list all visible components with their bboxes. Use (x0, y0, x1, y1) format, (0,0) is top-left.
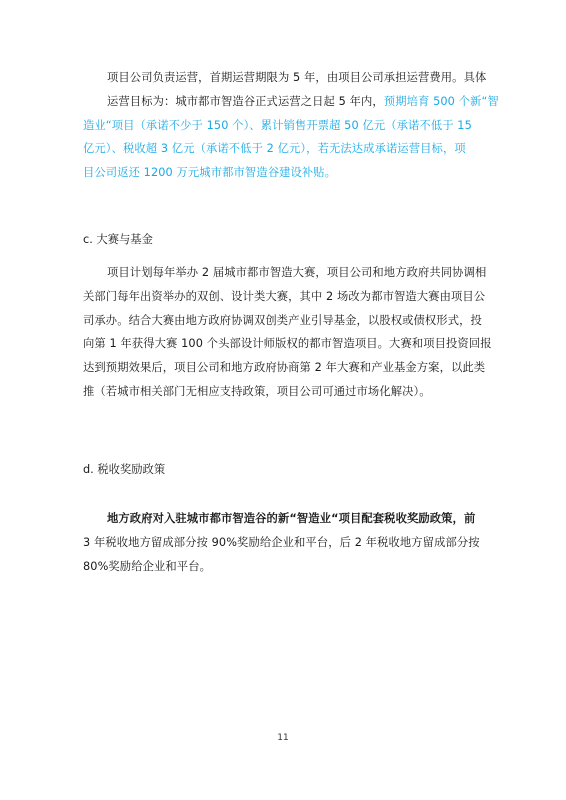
competition-line: 关部门每年出资举办的双创、设计类大赛，其中 2 场改为都市智造大赛由项目公 (83, 289, 486, 303)
tax-line-2: 3 年税收地方留成部分按 90%奖励给企业和平台，后 2 年税收地方留成部分按 (83, 535, 480, 549)
operation-target-highlight: 预期培育 500 个新“智 (383, 94, 499, 108)
competition-line: 达到预期效果后，项目公司和地方政府协商第 2 年大赛和产业基金方案，以此类 (83, 361, 486, 375)
tax-line-1: 地方政府对入驻城市都市智造谷的新“智造业“项目配套税收奖励政策，前 (107, 512, 476, 525)
operation-line-5: 目公司返还 1200 万元城市都市智造谷建设补贴。 (83, 166, 337, 180)
section-heading-tax: d. 税收奖励政策 (83, 463, 166, 476)
operation-paragraph (83, 66, 523, 185)
operation-line-3: 造业“项目（承诺不少于 150 个）、累计销售开票超 50 亿元（承诺不低于 15 (83, 118, 472, 132)
page-number: 11 (277, 733, 289, 743)
operation-line-2-prefix: 运营目标为：城市都市智造谷正式运营之日起 5 年内， (107, 94, 384, 108)
competition-line: 项目计划每年举办 2 届城市都市智造大赛，项目公司和地方政府共同协调相 (107, 266, 487, 279)
competition-line: 司承办。结合大赛由地方政府协调双创类产业引导基金，以股权或债权形式，投 (83, 313, 482, 327)
competition-line: 推（若城市相关部门无相应支持政策，项目公司可通过市场化解决）。 (83, 384, 431, 398)
operation-line-1: 项目公司负责运营，首期运营期限为 5 年，由项目公司承担运营费用。具体 (107, 71, 487, 84)
operation-line-4: 亿元）、税收超 3 亿元（承诺不低于 2 亿元），若无法达成承诺运营目标，项 (83, 142, 466, 156)
section-heading-competition: c. 大赛与基金 (83, 233, 153, 246)
competition-paragraph (83, 261, 523, 404)
tax-paragraph (83, 507, 523, 578)
competition-line: 向第 1 年获得大赛 100 个头部设计师版权的都市智造项目。大赛和项目投资回报 (83, 337, 492, 351)
tax-line-3: 80%奖励给企业和平台。 (83, 559, 211, 573)
operation-line-2 (83, 90, 523, 114)
